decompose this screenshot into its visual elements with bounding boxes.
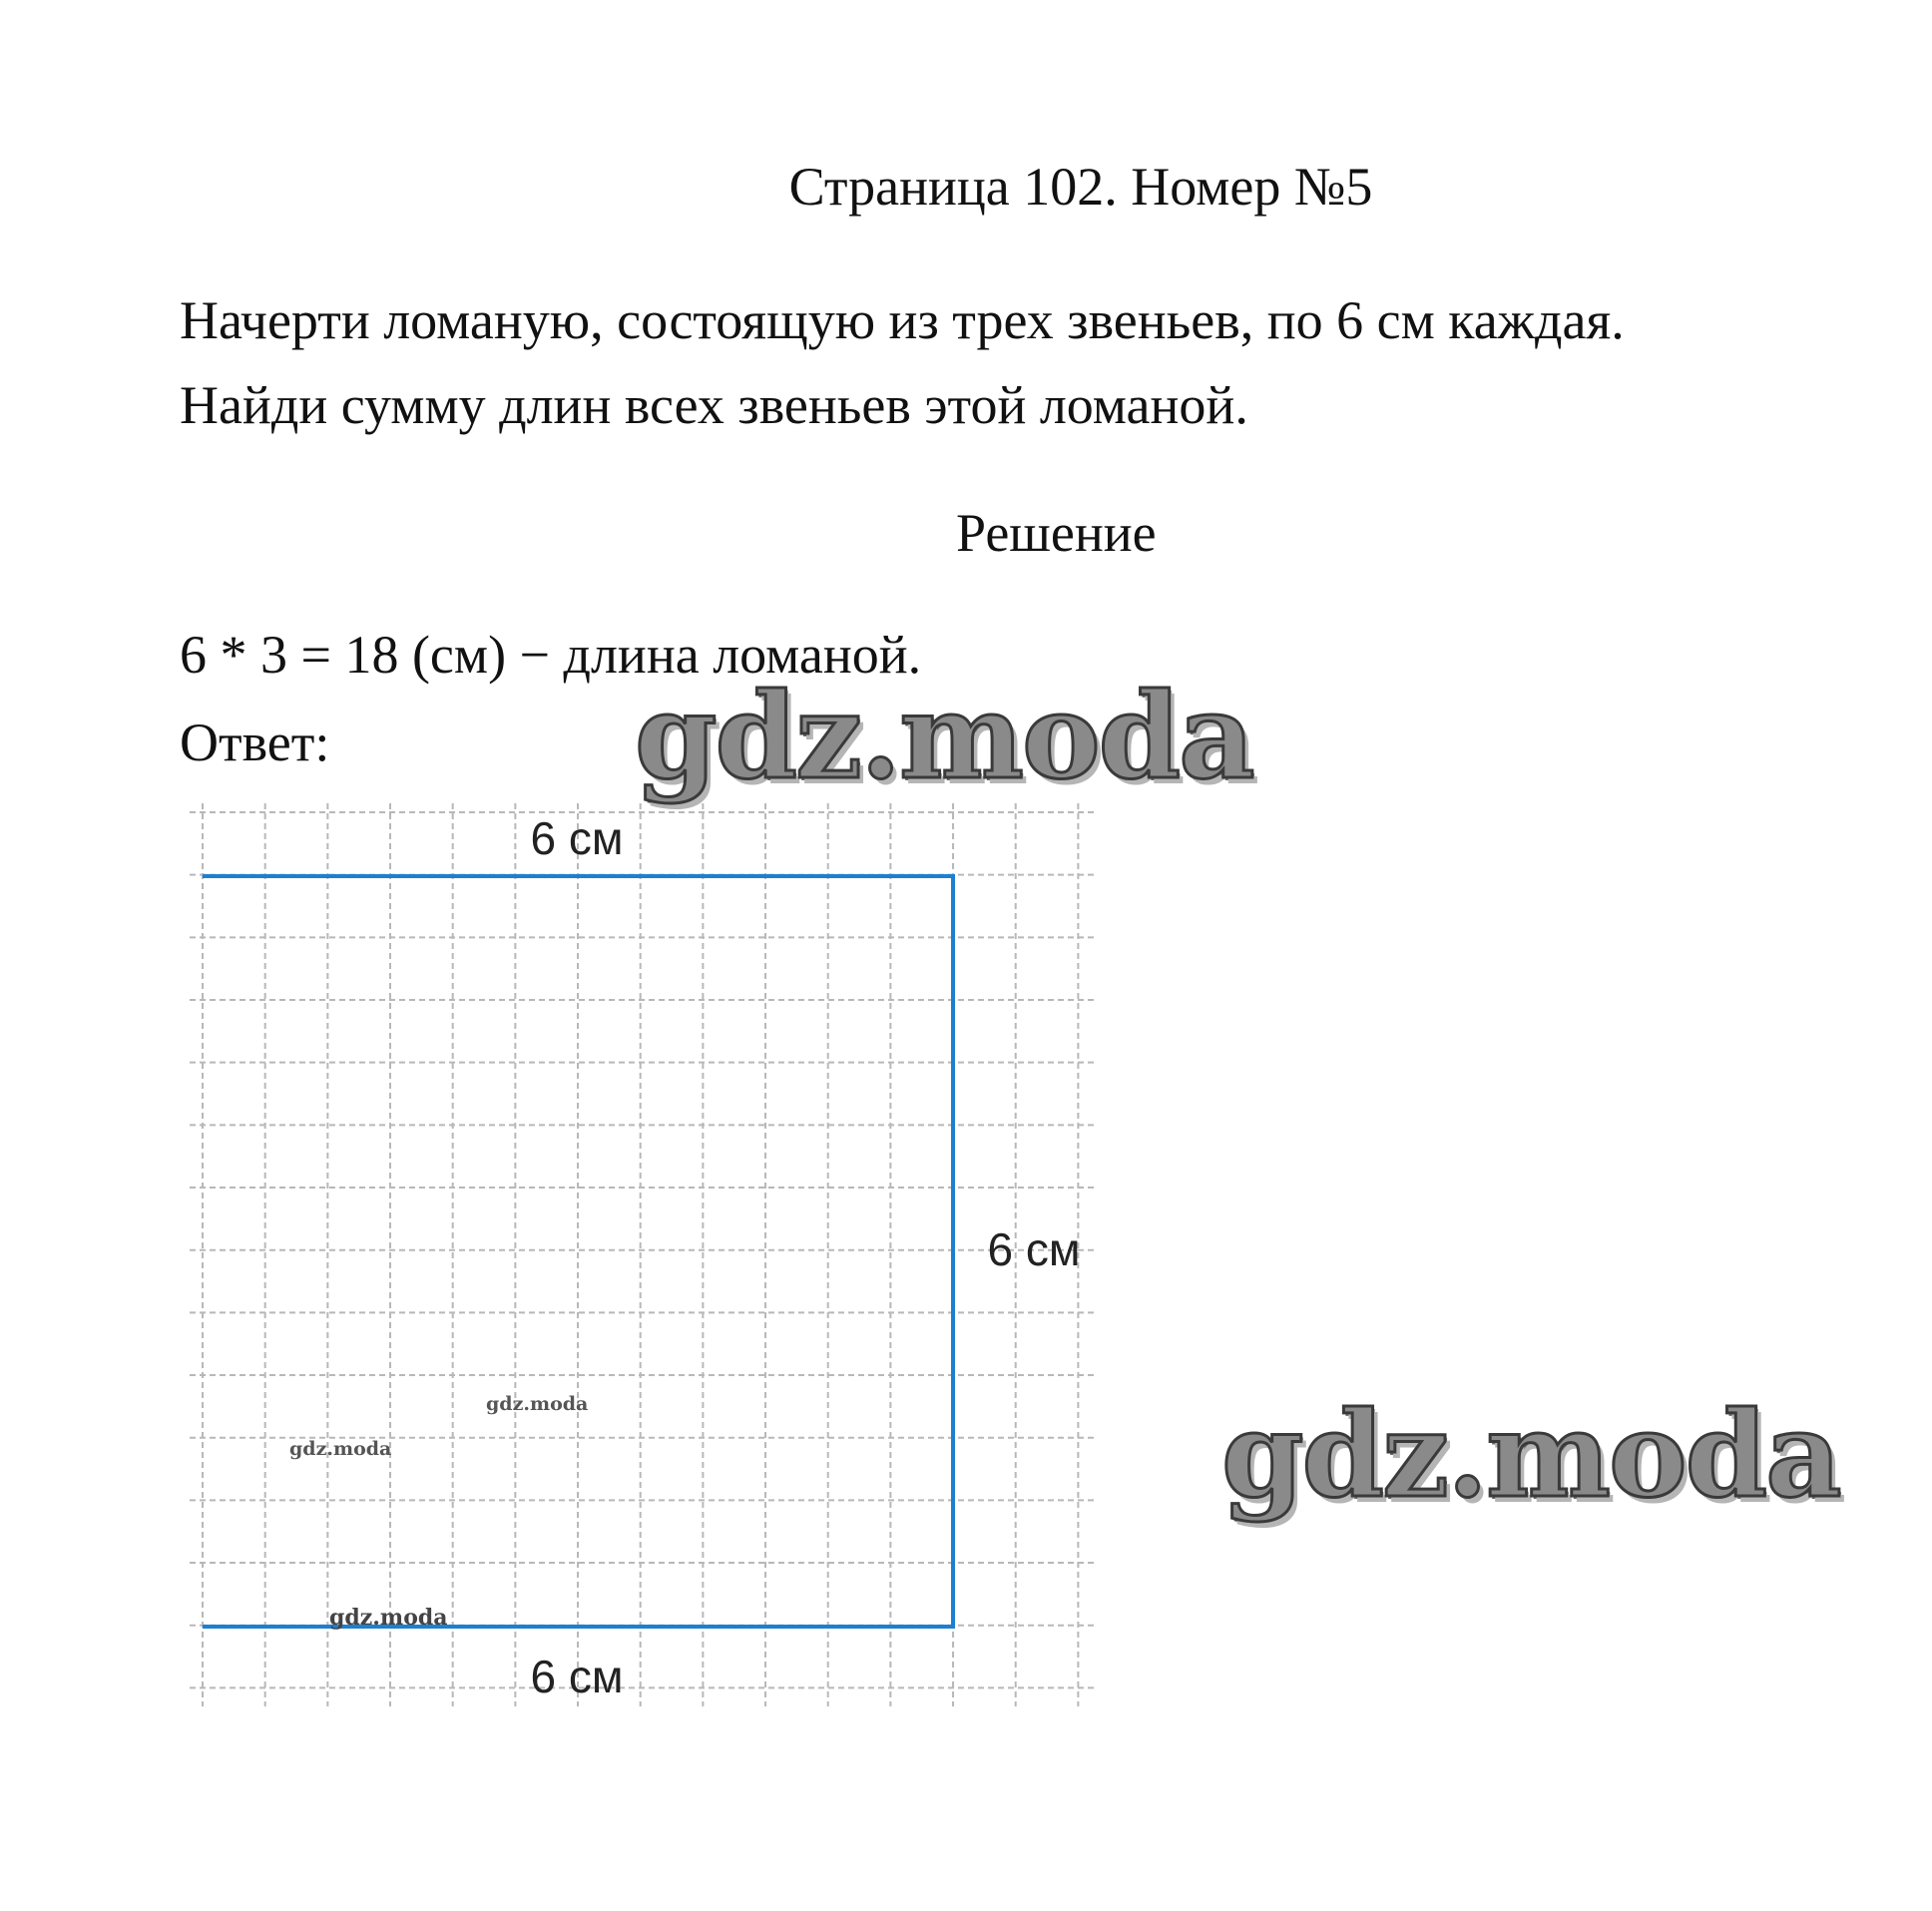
segment-label-bottom: 6 см — [530, 1651, 624, 1702]
segment-label-right: 6 см — [987, 1223, 1081, 1275]
solution-heading: Решение — [956, 503, 1157, 563]
answer-label: Ответ: — [180, 713, 330, 772]
segment-label-top: 6 см — [530, 812, 624, 864]
watermark-small-2: gdz.moda — [289, 1438, 392, 1460]
watermark-small-1: gdz.moda — [486, 1393, 589, 1415]
task-text-line-1: Начерти ломаную, состоящую из трех звеньев, по 6 см каждая. — [180, 290, 1625, 350]
grid-paper — [190, 803, 1098, 1706]
watermark-large-2: gdz.moda — [1221, 1385, 1840, 1524]
watermark-large-1: gdz.moda — [635, 667, 1253, 805]
calculation-line: 6 * 3 = 18 (см) − длина ломаной. — [180, 625, 922, 685]
watermark-small-3: gdz.moda — [329, 1605, 448, 1631]
task-text-line-2: Найди сумму длин всех звеньев этой ломаной. — [180, 375, 1248, 435]
page-title: Страница 102. Номер №5 — [788, 157, 1373, 217]
